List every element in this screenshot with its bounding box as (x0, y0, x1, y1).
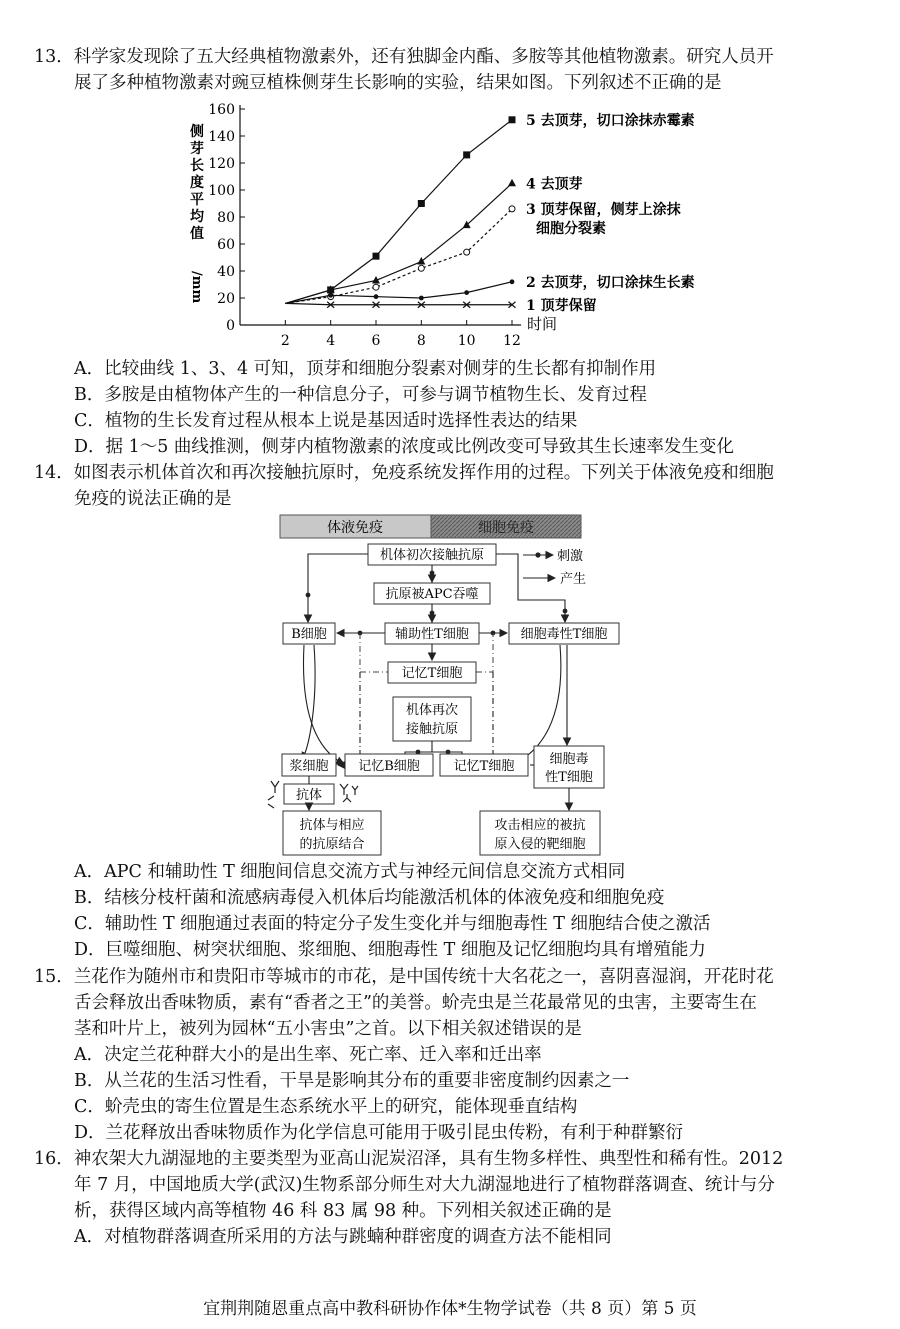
x-axis-label: 时间 (527, 315, 558, 333)
y-axis-title-char: 值 (190, 226, 204, 242)
series-label: 5 去顶芽，切口涂抹赤霉素 (526, 112, 695, 129)
q15-stem-line3: 茎和叶片上，被列为园林“五小害虫”之首。以下相关叙述错误的是 (74, 1019, 582, 1039)
cytotoxic-t2-line1: 细胞毒 (549, 752, 589, 767)
y-tick-label: 140 (208, 129, 235, 145)
series-label: 1 顶芽保留 (526, 297, 597, 314)
y-tick-label: 40 (217, 264, 235, 280)
series-label: 3 顶芽保留，侧芽上涂抹 (526, 201, 681, 218)
header-cellular-label: 细胞免疫 (478, 520, 534, 536)
y-axis-title-char: 长 (190, 158, 204, 174)
q15-option-a: A．决定兰花种群大小的是出生率、死亡率、迁入率和迁出率 (74, 1045, 542, 1065)
q14-option-d: D．巨噬细胞、树突状细胞、浆细胞、细胞毒性 T 细胞及记忆细胞均具有增殖能力 (74, 940, 706, 960)
y-tick-label: 160 (208, 102, 235, 118)
x-tick-label: 6 (371, 333, 381, 349)
y-axis-title-char: 芽 (190, 141, 204, 157)
legend-produce-label: 产生 (560, 572, 587, 587)
antibody-binding-line1: 抗体与相应 (299, 818, 365, 833)
y-tick-label: 100 (208, 183, 235, 199)
y-axis-title-char: 度 (190, 175, 204, 191)
q15-stem-line1: 15．兰花作为随州市和贵阳市等城市的市花，是中国传统十大名花之一，喜阴喜湿润，开花时花 (34, 967, 774, 987)
memory-b-label: 记忆B细胞 (358, 759, 420, 774)
q14-stem-line1: 14．如图表示机体首次和再次接触抗原时，免疫系统发挥作用的过程。下列关于体液免疫和细胞 (34, 463, 774, 483)
y-tick-label: 0 (226, 318, 235, 334)
q14-stem-line2: 免疫的说法正确的是 (74, 489, 232, 509)
x-tick-label: 10 (457, 333, 476, 349)
q15-option-b: B．从兰花的生活习性看，干旱是影响其分布的重要非密度制约因素之一 (74, 1071, 630, 1091)
y-tick-label: 120 (208, 156, 235, 172)
y-tick-label: 60 (217, 237, 235, 253)
antibody-label: 抗体 (295, 788, 323, 803)
x-tick-label: 12 (503, 333, 521, 349)
antibody-binding-line2: 的抗原结合 (299, 837, 365, 852)
b-cell-label: B细胞 (291, 627, 327, 642)
y-axis-title-char: 平 (190, 192, 204, 208)
plasma-cell-label: 浆细胞 (289, 759, 329, 774)
y-axis-title-char: 均 (190, 209, 204, 225)
second-contact-line1: 机体再次 (405, 703, 459, 718)
q15-option-c: C．蚧壳虫的寄生位置是生态系统水平上的研究，能体现垂直结构 (74, 1097, 578, 1117)
apc-label: 抗原被APC吞噬 (385, 587, 479, 602)
q14-option-c: C．辅助性 T 细胞通过表面的特定分子发生变化并与细胞毒性 T 细胞结合使之激活 (74, 914, 711, 934)
attack-target-line2: 原入侵的靶细胞 (494, 837, 586, 852)
q13-stem-line2: 展了多种植物激素对豌豆植株侧芽生长影响的实验，结果如图。下列叙述不正确的是 (74, 73, 722, 93)
y-axis-title-unit: /mm (189, 271, 204, 304)
first-contact-label: 机体初次接触抗原 (379, 548, 485, 563)
x-tick-label: 2 (280, 333, 290, 349)
q13-option-c: C．植物的生长发育过程从根本上说是基因适时选择性表达的结果 (74, 411, 578, 431)
q16-stem-line1: 16．神农架大九湖湿地的主要类型为亚高山泥炭沼泽，具有生物多样性、典型性和稀有性。2012 (34, 1149, 784, 1169)
series-label: 4 去顶芽 (526, 176, 583, 193)
cytotoxic-t-label: 细胞毒性T细胞 (520, 627, 608, 642)
second-contact-line2: 接触抗原 (405, 722, 459, 737)
attack-target-line1: 攻击相应的被抗 (494, 818, 586, 833)
helper-t-label: 辅助性T细胞 (395, 627, 469, 642)
header-humoral-label: 体液免疫 (327, 520, 383, 536)
q16-stem-line3: 析，获得区域内高等植物 46 科 83 属 98 种。下列相关叙述正确的是 (74, 1201, 612, 1221)
q13-stem-line1: 13．科学家发现除了五大经典植物激素外，还有独脚金内酯、多胺等其他植物激素。研究人员开 (34, 47, 774, 67)
legend-stimulate-dot (535, 552, 540, 557)
q16-option-a: A．对植物群落调查所采用的方法与跳蝻种群密度的调查方法不能相同 (74, 1227, 612, 1247)
series-label: 细胞分裂素 (536, 220, 606, 237)
y-tick-label: 80 (217, 210, 235, 226)
y-tick-label: 20 (217, 291, 235, 307)
q13-option-d: D．据 1～5 曲线推测，侧芽内植物激素的浓度或比例改变可导致其生长速率发生变化 (74, 437, 734, 457)
q15-option-d: D．兰花释放出香味物质作为化学信息可能用于吸引昆虫传粉，有利于种群繁衍 (74, 1123, 684, 1143)
y-axis-title-char: 侧 (190, 124, 204, 140)
q16-stem-line2: 年 7 月，中国地质大学(武汉)生物系部分师生对大九湖湿地进行了植物群落调查、统计与分 (74, 1175, 775, 1195)
legend-stimulate-label: 刺激 (557, 549, 584, 564)
series-label: 2 去顶芽，切口涂抹生长素 (526, 274, 695, 291)
q14-option-a: A．APC 和辅助性 T 细胞间信息交流方式与神经元间信息交流方式相同 (74, 862, 626, 882)
page-footer: 宜荆荆随恩重点高中教科研协作体*生物学试卷（共 8 页）第 5 页 (203, 1299, 697, 1319)
q13-option-a: A．比较曲线 1、3、4 可知，顶芽和细胞分裂素对侧芽的生长都有抑制作用 (74, 359, 657, 379)
memory-t-top-label: 记忆T细胞 (401, 666, 463, 681)
memory-t-label: 记忆T细胞 (453, 759, 515, 774)
q13-option-b: B．多胺是由植物体产生的一种信息分子，可参与调节植物生长、发育过程 (74, 385, 647, 405)
q15-stem-line2: 舌会释放出香味物质，素有“香者之王”的美誉。蚧壳虫是兰花最常见的虫害，主要寄生在 (74, 993, 757, 1013)
cytotoxic-t2-line2: 性T细胞 (545, 770, 593, 785)
q14-option-b: B．结核分枝杆菌和流感病毒侵入机体后均能激活机体的体液免疫和细胞免疫 (74, 888, 665, 908)
x-tick-label: 4 (326, 333, 336, 349)
x-tick-label: 8 (416, 333, 426, 349)
